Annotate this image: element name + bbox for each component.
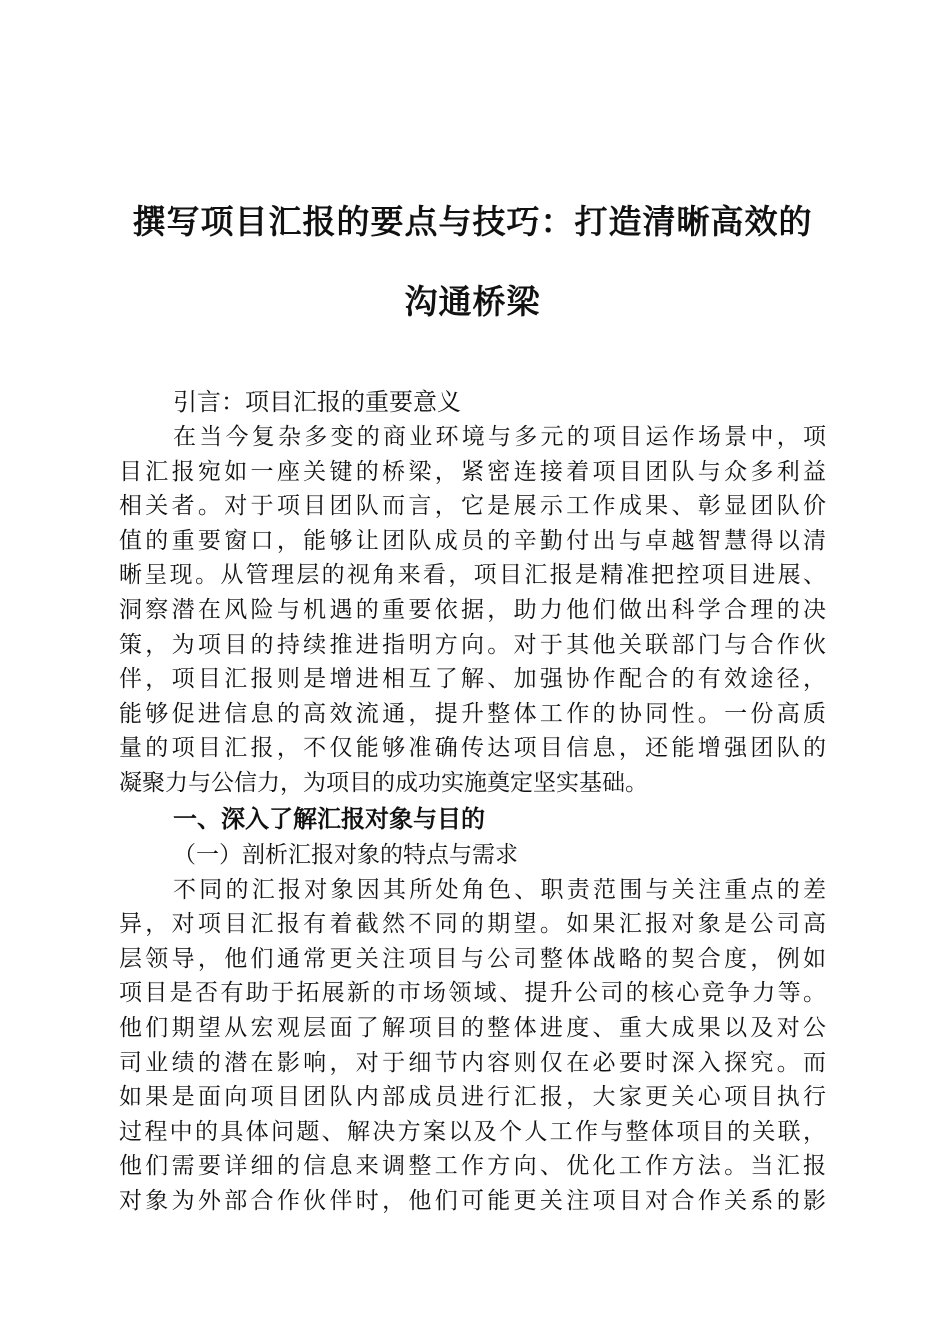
- intro-heading: 引言：项目汇报的重要意义: [173, 388, 461, 416]
- subsection-heading: （一）剖析汇报对象的特点与需求: [173, 841, 518, 868]
- paragraph-line: 如果是面向项目团队内部成员进行汇报，大家更关心项目执行: [119, 1084, 826, 1111]
- paragraph-line: 他们期望从宏观层面了解项目的整体进度、重大成果以及对公: [119, 1014, 826, 1041]
- paragraph-line: 对象为外部合作伙伴时，他们可能更关注项目对合作关系的影: [119, 1187, 826, 1214]
- paragraph-line: 层领导，他们通常更关注项目与公司整体战略的契合度，例如: [119, 945, 826, 972]
- paragraph-line: 目汇报宛如一座关键的桥梁，紧密连接着项目团队与众多利益: [119, 458, 826, 485]
- paragraph-line: 晰呈现。从管理层的视角来看，项目汇报是精准把控项目进展、: [119, 562, 826, 589]
- paragraph-line: 项目是否有助于拓展新的市场领域、提升公司的核心竞争力等。: [119, 980, 826, 1007]
- document-title: [119, 182, 826, 342]
- paragraph-line: 他们需要详细的信息来调整工作方向、优化工作方法。当汇报: [119, 1153, 826, 1180]
- title-line: 撰写项目汇报的要点与技巧：打造清晰高效的: [132, 202, 813, 241]
- title-line: 沟通桥梁: [404, 282, 541, 321]
- paragraph-line: 相关者。对于项目团队而言，它是展示工作成果、彰显团队价: [119, 493, 826, 520]
- paragraph-line: 洞察潜在风险与机遇的重要依据，助力他们做出科学合理的决: [119, 596, 826, 623]
- paragraph-line: 司业绩的潜在影响，对于细节内容则仅在必要时深入探究。而: [119, 1049, 826, 1076]
- paragraph-line: 过程中的具体问题、解决方案以及个人工作与整体项目的关联，: [119, 1118, 826, 1145]
- section-heading: 一、深入了解汇报对象与目的: [173, 804, 485, 833]
- paragraph-line: 能够促进信息的高效流通，提升整体工作的协同性。一份高质: [119, 700, 826, 727]
- paragraph-line: 值的重要窗口，能够让团队成员的辛勤付出与卓越智慧得以清: [119, 527, 826, 554]
- paragraph-line: 量的项目汇报，不仅能够准确传达项目信息，还能增强团队的: [119, 735, 826, 762]
- paragraph-line: 在当今复杂多变的商业环境与多元的项目运作场景中，项: [173, 424, 826, 450]
- paragraph-line: 不同的汇报对象因其所处角色、职责范围与关注重点的差: [173, 876, 826, 903]
- paragraph-line: 伴，项目汇报则是增进相互了解、加强协作配合的有效途径，: [119, 666, 826, 693]
- section-paragraph: [119, 873, 826, 1219]
- intro-paragraph: [119, 420, 826, 801]
- document-page: [119, 182, 826, 1218]
- paragraph-line: 策，为项目的持续推进指明方向。对于其他关联部门与合作伙: [119, 631, 826, 658]
- paragraph-line: 异，对项目汇报有着截然不同的期望。如果汇报对象是公司高: [119, 911, 826, 938]
- paragraph-line: 凝聚力与公信力，为项目的成功实施奠定坚实基础。: [119, 769, 648, 796]
